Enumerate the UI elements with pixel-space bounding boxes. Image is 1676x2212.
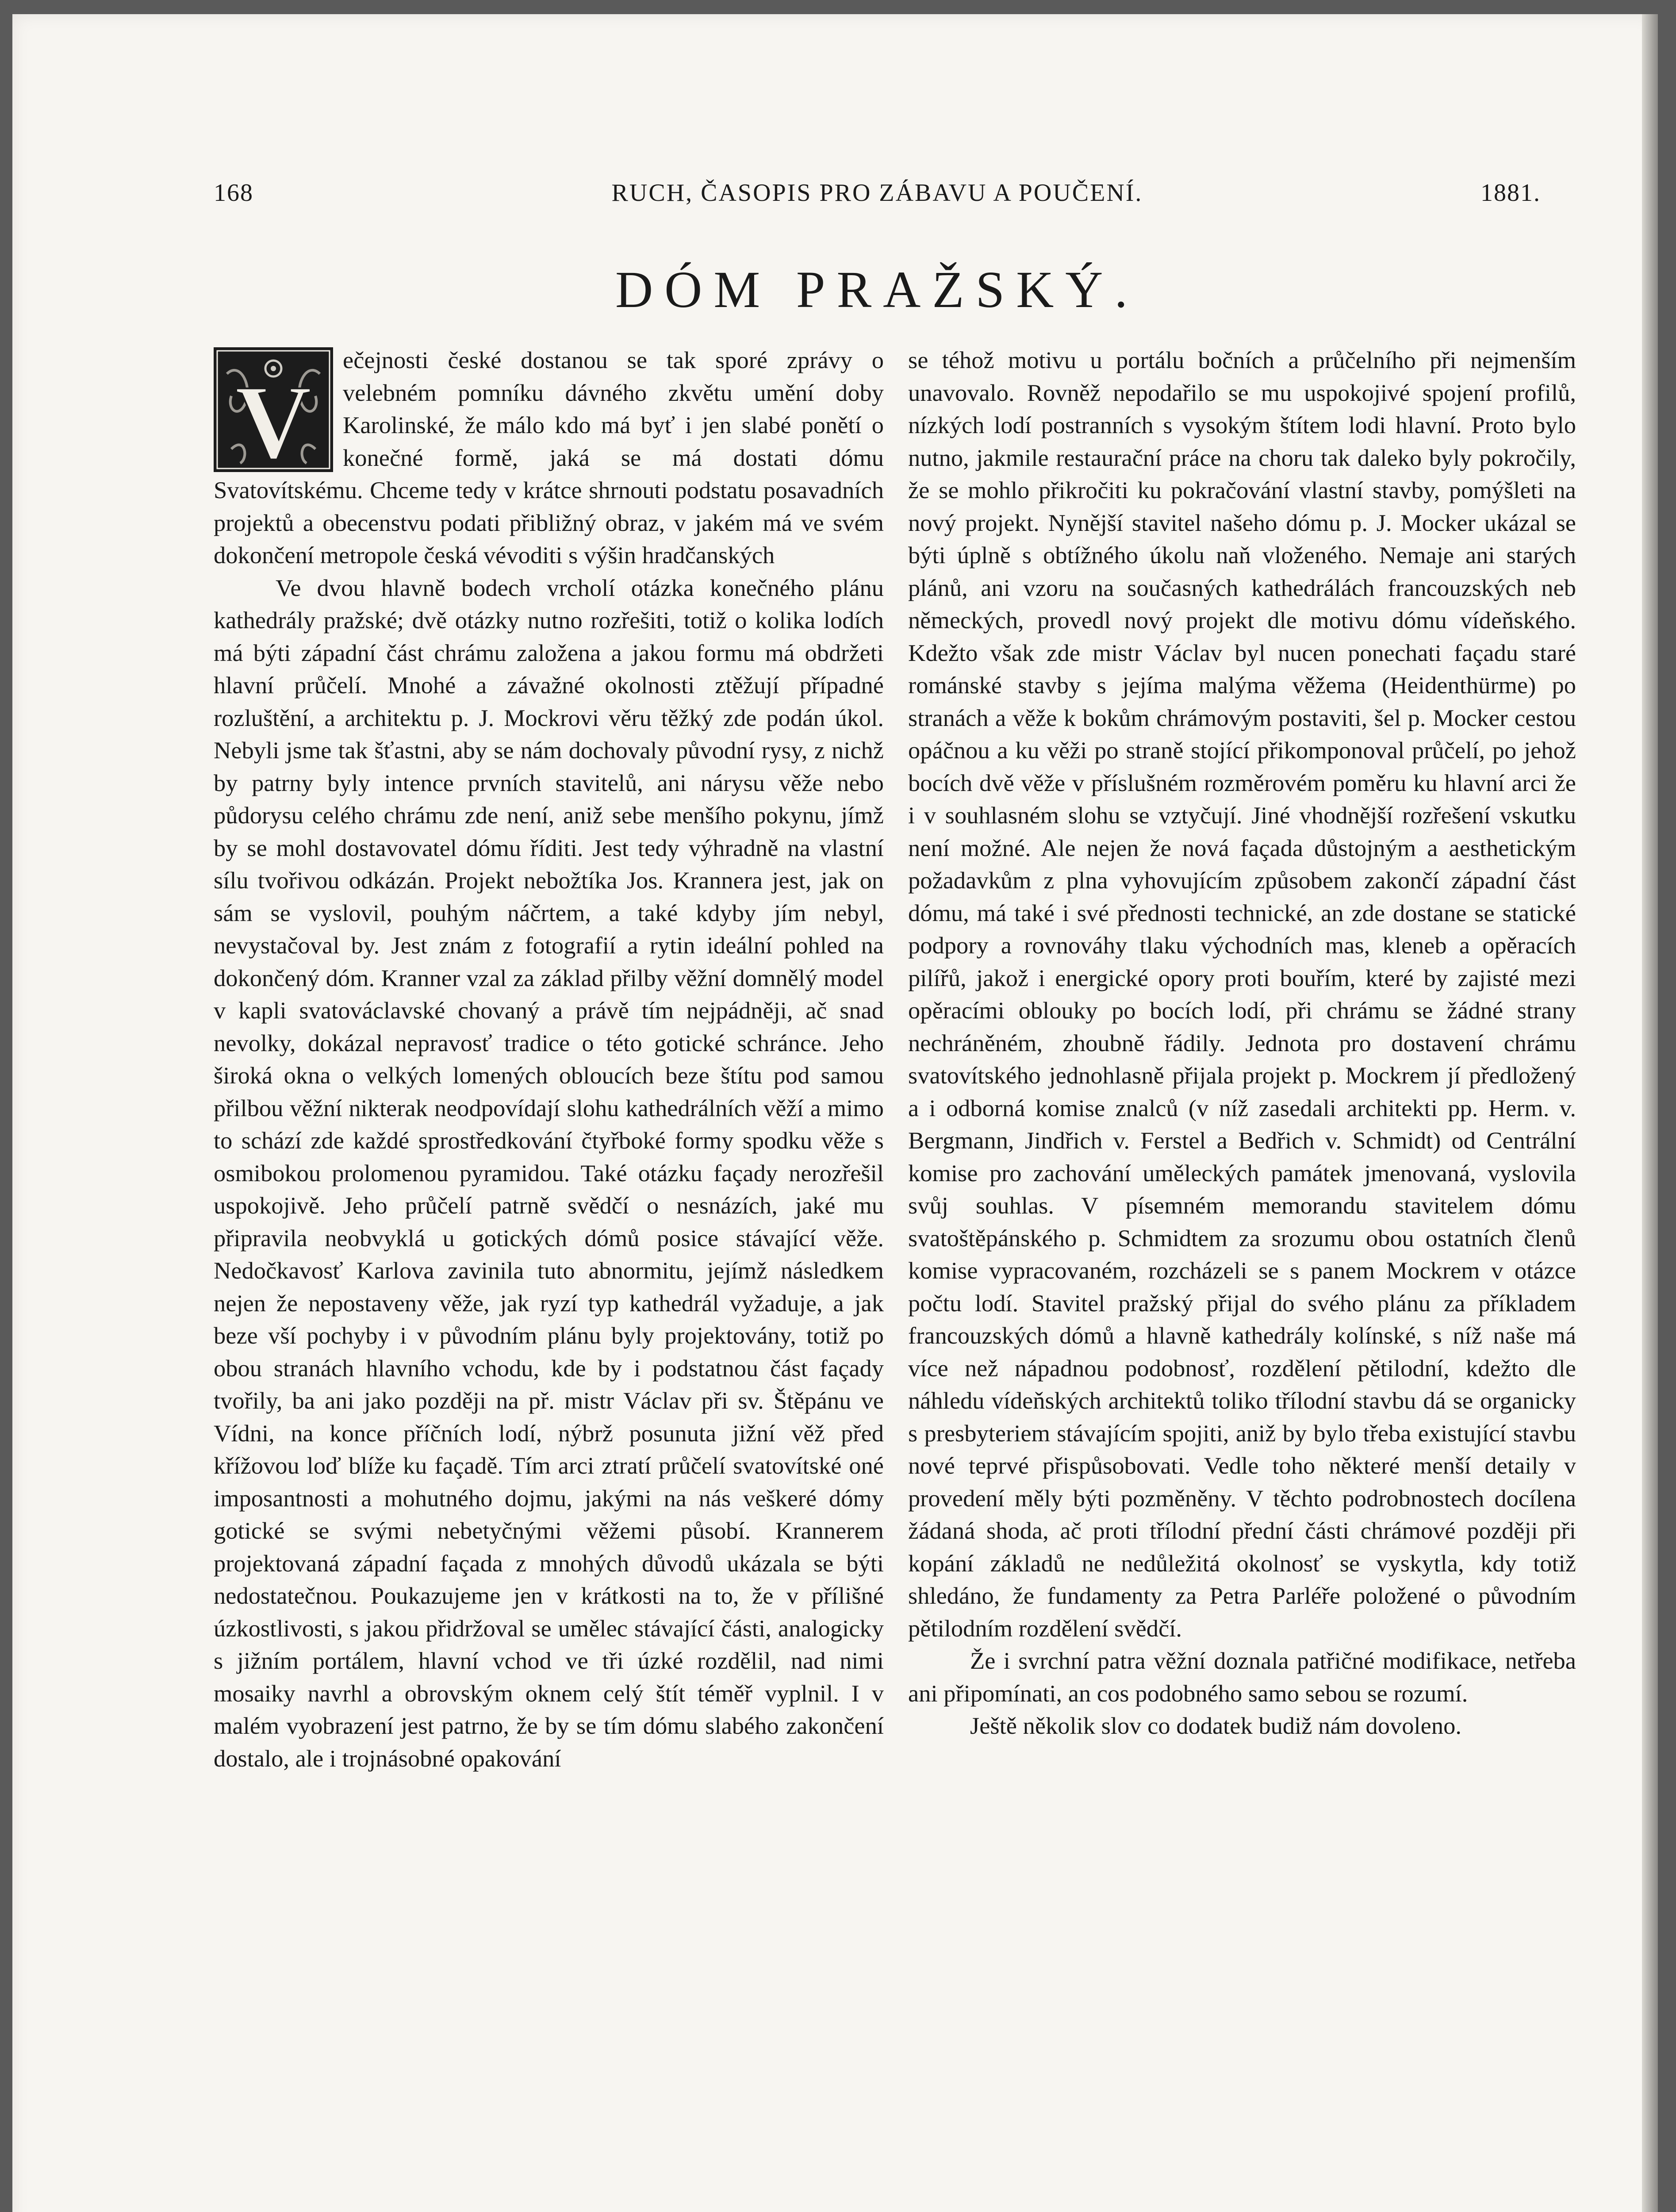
page-edge-shadow <box>1642 14 1658 2212</box>
paragraph: ečejnosti české dostanou se tak sporé zprávy o velebném pomníku dávného zkvětu umění doby Karolinské, že málo kdo má byť i jen slabé ponětí o konečné formě, jaká se má dostati dómu Svatovítskému. Chceme tedy v krátce shrnouti podstatu posavadních projektů a obecenstvu podati přibližný obraz, v jakém má ve svém dokončení metropole česká vévoditi s výšin hradčanských <box>214 346 884 568</box>
ornamental-initial-v-icon <box>214 347 333 472</box>
right-column <box>908 344 1576 1742</box>
running-header <box>214 179 1541 210</box>
dropcap-letter: V <box>235 363 312 472</box>
ornamental-initial <box>214 347 333 472</box>
page-number: 168 <box>214 179 253 207</box>
article-title: DÓM PRAŽSKÝ. <box>615 261 1139 319</box>
paragraph: Ještě několik slov co dodatek budiž nám dovoleno. <box>970 1712 1461 1739</box>
publication-year: 1881. <box>1480 179 1541 207</box>
paragraph: se téhož motivu u portálu bočních a průčelního při nejmenším unavovalo. Rovněž nepodařilo se mu uspokojivé spojení profilů, nízkých lodí postranních s vysokým štítem lodi hlavní. Proto bylo nutno, jakmile restaurační práce na choru tak daleko byly pokročily, že se mohlo přikročiti ku pokračování vlastní stavby, pomýšleti na nový projekt. Nynější stavitel našeho dómu p. J. Mocker ukázal se býti úplně s obtížného úkolu naň vloženého. Nemaje ani starých plánů, ani vzoru na současných kathedrálách francouzských neb německých, provedl nový projekt dle motivu dómu vídeňského. Kdežto však zde mistr Václav byl nucen ponechati façadu staré románské stavby s jejíma malýma věžema (Heidenthürme) po stranách a věže k bokům chrámovým postaviti, šel p. Mocker cestou opáčnou a ku věži po straně stojící přikomponoval průčelí, po jehož bocích dvě věže v příslušném rozměrovém poměru ku hlavní arci že i v souhlasném slohu se vztyčují. Jiné vhodnější rozřešení vskutku není možné. Ale nejen že nová façada důstojným a aesthetickým požadavkům z plna vyhovujícím způsobem zakončí západní část dómu, má také i své přednosti technické, an zde dostane se statické podpory a rovnováhy tlaku východních mas, kleneb a opěracích pilířů, jakož i energické opory proti bouřím, které by zajisté mezi opěracími oblouky po bocích lodí, při chrámu se žádné strany nechráněném, zhoubně řádily. Jednota pro dostavení chrámu svatovítského jednohlasně přijala projekt p. Mockrem jí předložený a i odborná komise znalců (v níž zasedali architekti pp. Herm. v. Bergmann, Jindřich v. Ferstel a Bedřich v. Schmidt) od Centrální komise pro zachování uměleckých památek jmenovaná, vyslovila svůj souhlas. V písemném memorandu stavitelem dómu svatoštěpánského p. Schmidtem za srozumu obou ostatních členů komise vypracovaném, rozcházeli se s panem Mockrem v otázce počtu lodí. Stavitel pražský přijal do svého plánu za příkladem francouzských dómů a hlavně kathedrály kolínské, s níž naše má více než nápadnou podobnosť, rozdělení pětilodní, kdežto dle náhledu vídeňských architektů toliko třílodní stavbu dá se organicky s presbyteriem stávajícím spojiti, aniž by bylo třeba existující stavbu nové teprvé přispůsobovati. Vedle toho některé menší detaily v provedení měly býti pozměněny. V těchto podrobnostech docílena žádaná shoda, ač proti třílodní přední části chrámové později při kopání základů ne nedůležitá okolnosť se vyskytla, kdy totiž shledáno, že fundamenty za Petra Parléře položené o původním pětilodním rozdělení svědčí. <box>908 346 1576 1642</box>
paragraph: Ve dvou hlavně bodech vrcholí otázka konečného plánu kathedrály pražské; dvě otázky nutno rozřešiti, totiž o kolika lodích má býti západní část chrámu založena a jakou formu má obdržeti hlavní průčelí. Mnohé a závažné okolnosti ztěžují případné rozluštění, a architektu p. J. Mockrovi věru těžký zde podán úkol. Nebyli jsme tak šťastni, aby se nám dochovaly původní rysy, z nichž by patrny byly intence prvních stavitelů, ani nárysu věže nebo půdorysu celého chrámu zde není, aniž sebe menšího pokynu, jímž by se mohl dostavovatel dómu říditi. Jest tedy výhradně na vlastní sílu tvořivou odkázán. Projekt nebožtíka Jos. Krannera jest, jak on sám se vyslovil, pouhým náčrtem, a také kdyby jím nebyl, nevystačoval by. Jest znám z fotografií a rytin ideální pohled na dokončený dóm. Kranner vzal za základ přilby věžní domnělý model v kapli svatováclavské chovaný a právě tím nejpádněji, ač snad nevolky, dokázal nepravosť tradice o této gotické schránce. Jeho široká okna o velkých lomených obloucích beze štítu pod samou přilbou věžní nikterak neodpovídají slohu kathedrálních věží a mimo to schází zde každé sprostředkování čtyřboké formy spodku věže s osmibokou prolomenou pyramidou. Také otázku façady nerozřešil uspokojivě. Jeho průčelí patrně svědčí o nesnázích, jaké mu připravila neobvyklá u gotických dómů posice stávající věže. Nedočkavosť Karlova zavinila tuto abnormitu, jejímž následkem nejen že nepostaveny věže, jak ryzí typ kathedrál vyžaduje, a jak beze vší pochyby i v původním plánu byly projektovány, totiž po obou stranách hlavního vchodu, kde by i podstatnou část façady tvořily, ba ani jako později na př. mistr Václav při sv. Štěpánu ve Vídni, na konce příčních lodí, nýbrž posunuta jižní věž před křížovou loď blíže ku façadě. Tím arci ztratí průčelí svatovítské oné imposantnosti a mohutného dojmu, jakými na nás veškeré dómy gotické se svými nebetyčnými věžemi působí. Krannerem projektovaná západní façada z mnohých důvodů ukázala se býti nedostatečnou. Poukazujeme jen v krátkosti na to, že v přílišné úzkostlivosti, s jakou přidržoval se umělec stávající části, analogicky s jižním portálem, hlavní vchod ve tři úzké rozdělil, nad nimi mosaiky navrhl a obrovským oknem celý štít téměř vyplnil. I v malém vyobrazení jest patrno, že by se tím dómu slabého zakončení dostalo, ale i trojnásobné opakování <box>214 574 884 1772</box>
journal-title: RUCH, ČASOPIS PRO ZÁBAVU A POUČENÍ. <box>611 179 1143 207</box>
left-column <box>214 344 884 1774</box>
paragraph: Že i svrchní patra věžní doznala patřičné modifikace, netřeba ani připomínati, an cos podobného samo sebou se rozumí. <box>908 1647 1576 1707</box>
scanned-page <box>12 14 1658 2212</box>
